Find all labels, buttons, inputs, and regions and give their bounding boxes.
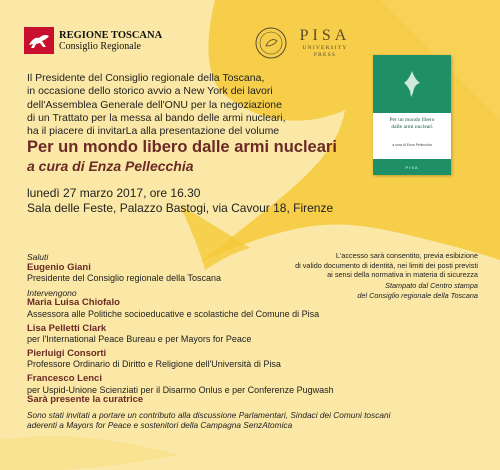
press-line-2: PRESS [313,52,337,58]
speaker-role: per Uspid-Unione Scienziati per il Disarmo Onlus e per Conferenze Pugwash [27,384,334,395]
book-editor: a cura di Enza Pellecchia [27,158,194,174]
intro-paragraph [27,72,347,138]
region-subtitle: Consiglio Regionale [59,41,141,52]
saluti-label: Saluti [27,252,49,262]
intro-line: Il Presidente del Consiglio regionale della Toscana, [27,72,265,84]
invited-note-line: aderenti a Mayors for Peace e sostenitori della Campagna SenzAtomica [27,420,293,431]
printed-by-line: del Consiglio regionale della Toscana [357,290,478,300]
intervengono-label: Intervengono [27,287,77,298]
event-venue: Sala delle Feste, Palazzo Bastogi, via Cavour 18, Firenze [27,201,334,215]
press-line-1: UNIVERSITY [302,45,348,51]
region-title: REGIONE TOSCANA [59,30,163,41]
speaker-name: Francesco Lenci [27,372,102,384]
regione-toscana-logo-icon [24,27,54,54]
speaker-name: Maria Luisa Chiofalo [27,297,120,309]
invited-note-line: Sono stati invitati a portare un contributo alla discussione Parlamentari, Sindaci dei Comuni toscani [27,409,391,420]
dove-icon [401,69,423,99]
press-name: PISA [299,27,351,44]
intro-line: in occasione dello storico avvio a New York dei lavori [27,85,273,98]
regione-toscana-name [59,30,162,52]
event-date: lunedì 27 marzo 2017, ore 16.30 [27,186,201,200]
access-line: L'accesso sarà consentito, previa esibizione [335,251,478,260]
book-cover [373,55,451,175]
printed-by-line: Stampato dal Centro stampa [385,281,478,290]
intro-line: di un Trattato per la messa al bando delle armi nucleari, [27,111,286,124]
speaker-name: Lisa Pelletti Clark [27,322,107,334]
curatrice-note: Sarà presente la curatrice [27,394,144,406]
speaker-role: Presidente del Consiglio regionale della Toscana [27,273,221,284]
speaker-name: Eugenio Giani [27,261,91,273]
access-line: ai sensi della normativa in materia di sicurezza [327,270,478,279]
speaker-role: Professore Ordinario di Diritto e Religione dell'Università di Pisa [27,359,281,370]
intro-line: ha il piacere di invitarLa alla presentazione del volume [27,125,280,138]
speaker-role: Assessora alle Politiche socioeducative e scolastiche del Comune di Pisa [27,308,320,319]
book-cover-title [379,117,445,130]
intro-line: dell'Assemblea Generale dell'ONU per la negoziazione [27,98,282,111]
book-cover-press: PISA [405,165,419,170]
university-seal-icon [254,26,288,60]
press-logo [295,27,355,59]
access-line: di valido documento di identità, nei limiti dei posti previsti [295,260,478,270]
book-cover-author: a cura di Enza Pellecchia [392,143,432,147]
speaker-name: Pierluigi Consorti [27,347,107,359]
programme [27,252,390,431]
speaker-role: per l'International Peace Bureau e per Mayors for Peace [27,334,252,345]
book-title: Per un mondo libero dalle armi nucleari [27,138,337,156]
book-cover-title-line: dalle armi nucleari [391,123,433,130]
book-cover-title-line: Per un mondo libero [389,117,435,123]
